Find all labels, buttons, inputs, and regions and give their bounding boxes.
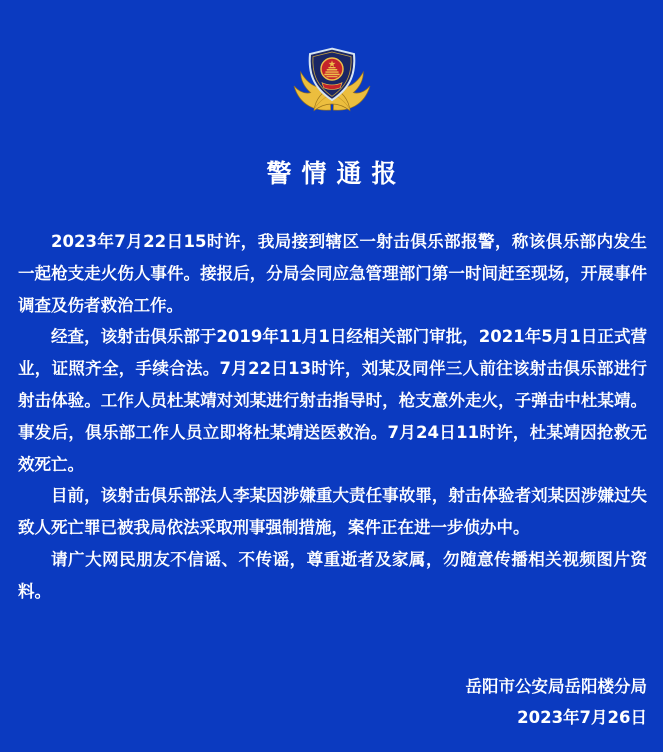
- police-emblem-icon: [292, 46, 372, 122]
- issuing-agency: 岳阳市公安局岳阳楼分局: [465, 676, 647, 696]
- badge-container: [0, 0, 663, 122]
- issue-date: 2023年7月26日: [517, 708, 647, 728]
- notice-paragraph-4: 请广大网民朋友不信谣、不传谣，尊重逝者及家属，勿随意传播相关视频图片资料。: [18, 549, 647, 601]
- notice-paragraph-3: 目前，该射击俱乐部法人李某因涉嫌重大责任事故罪，射击体验者刘某因涉嫌过失致人死亡罪已被我局依法采取刑事强制措施，案件正在进一步侦办中。: [18, 486, 647, 538]
- notice-title: 警情通报: [266, 159, 407, 188]
- notice-body: [18, 226, 647, 608]
- notice-paragraph-1: 2023年7月22日15时许，我局接到辖区一射击俱乐部报警，称该俱乐部内发生一起枪支走火伤人事件。接报后，分局会同应急管理部门第一时间赶至现场，开展事件调查及伤者救治工作。: [18, 232, 647, 315]
- notice-paragraph-2: 经查，该射击俱乐部于2019年11月1日经相关部门审批，2021年5月1日正式营业，证照齐全，手续合法。7月22日13时许，刘某及同伴三人前往该射击俱乐部进行射击体验。工作人员杜某靖对刘某进行射击指导时，枪支意外走火，子弹击中杜某靖。事发后，俱乐部工作人员立即将杜某靖送医救治。7月24日11时许，杜某靖因抢救无效死亡。: [18, 327, 647, 474]
- signature-block: [0, 671, 647, 735]
